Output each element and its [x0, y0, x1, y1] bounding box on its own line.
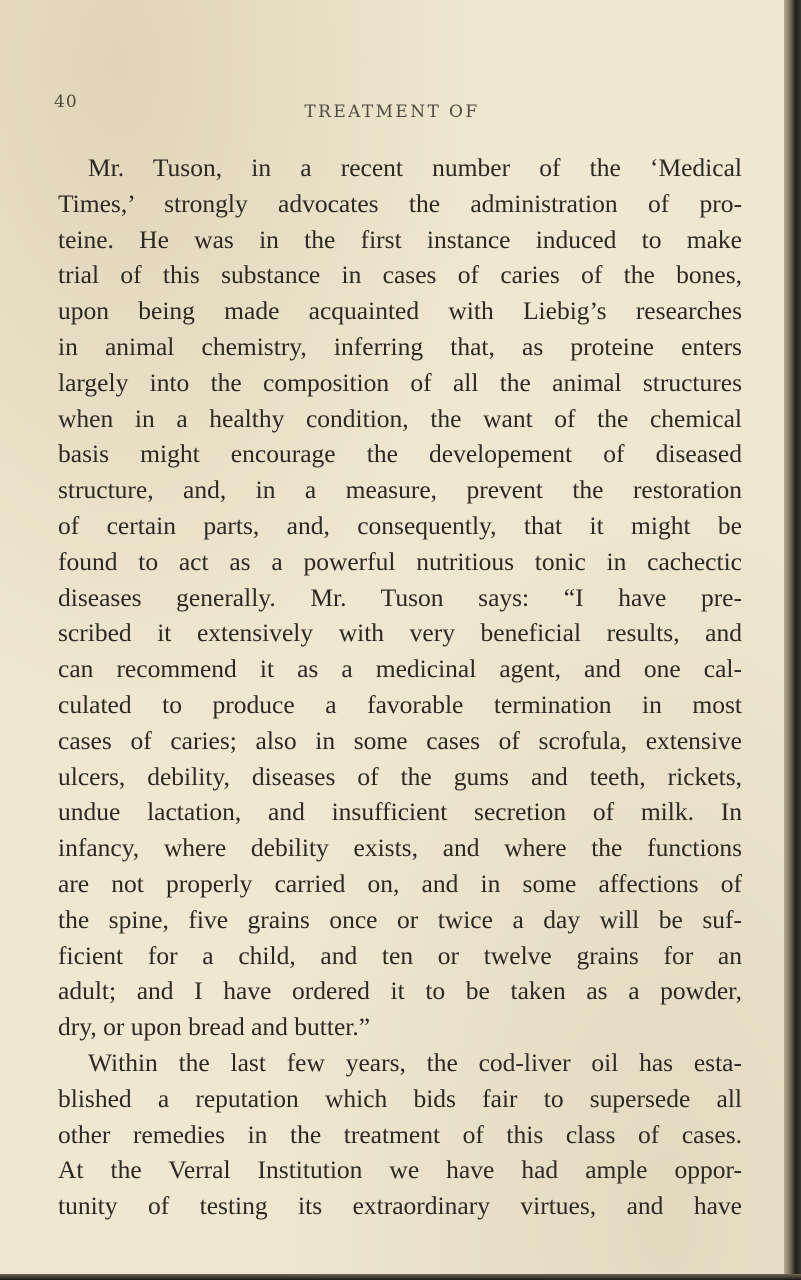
- text-line: of certain parts, and, consequently, that it might be: [58, 510, 742, 540]
- text-line: ulcers, debility, diseases of the gums and teeth, rickets,: [58, 761, 742, 791]
- text-line: largely into the composition of all the animal structures: [58, 367, 742, 397]
- text-line: when in a healthy condition, the want of the chemical: [58, 403, 742, 433]
- text-line: found to act as a powerful nutritious tonic in cachectic: [58, 546, 742, 576]
- text-line: ficient for a child, and ten or twelve grains for an: [58, 940, 742, 970]
- text-line: Times,’ strongly advocates the administration of pro-: [58, 188, 742, 218]
- text-line: in animal chemistry, inferring that, as proteine enters: [58, 331, 742, 361]
- text-line: scribed it extensively with very beneficial results, and: [58, 618, 742, 648]
- paragraph-cod-liver-oil: [58, 1045, 742, 1224]
- text-line: culated to produce a favorable termination in most: [58, 689, 742, 719]
- running-head: TREATMENT OF: [304, 102, 480, 122]
- text-line: upon being made acquainted with Liebig’s researches: [58, 296, 742, 326]
- paragraph-tuson: [58, 150, 742, 1045]
- text-line: Mr. Tuson, in a recent number of the ‘Medical: [88, 153, 742, 182]
- text-line: are not properly carried on, and in some affections of: [58, 868, 742, 898]
- text-line: adult; and I have ordered it to be taken as a powder,: [58, 976, 742, 1006]
- text-line: Within the last few years, the cod-liver oil has esta-: [88, 1047, 742, 1077]
- text-line: undue lactation, and insufficient secretion of milk. In: [58, 797, 742, 827]
- text-line: other remedies in the treatment of this class of cases.: [58, 1119, 742, 1149]
- text-line: trial of this substance in cases of caries of the bones,: [58, 260, 742, 290]
- text-line: infancy, where debility exists, and where the functions: [58, 833, 742, 863]
- text-line: can recommend it as a medicinal agent, and one cal-: [58, 654, 742, 684]
- text-line: tunity of testing its extraordinary virtues, and have: [58, 1191, 742, 1221]
- page-number: 40: [54, 92, 78, 112]
- text-line: structure, and, in a measure, prevent the restoration: [58, 475, 742, 505]
- text-line: At the Verral Institution we have had ample oppor-: [58, 1155, 742, 1185]
- text-line: basis might encourage the developement of diseased: [58, 439, 742, 469]
- text-line: diseases generally. Mr. Tuson says: “I have pre-: [58, 582, 742, 612]
- text-line: blished a reputation which bids fair to supersede all: [58, 1083, 742, 1113]
- text-line: dry, or upon bread and butter.”: [58, 1012, 371, 1042]
- text-line: cases of caries; also in some cases of scrofula, extensive: [58, 725, 742, 755]
- text-line: teine. He was in the first instance induced to make: [58, 224, 742, 254]
- page-edge-shadow: [784, 0, 801, 1280]
- body-text: [58, 150, 742, 1224]
- page-bottom-edge: [0, 1274, 801, 1280]
- text-line: the spine, five grains once or twice a day will be suf-: [58, 904, 742, 934]
